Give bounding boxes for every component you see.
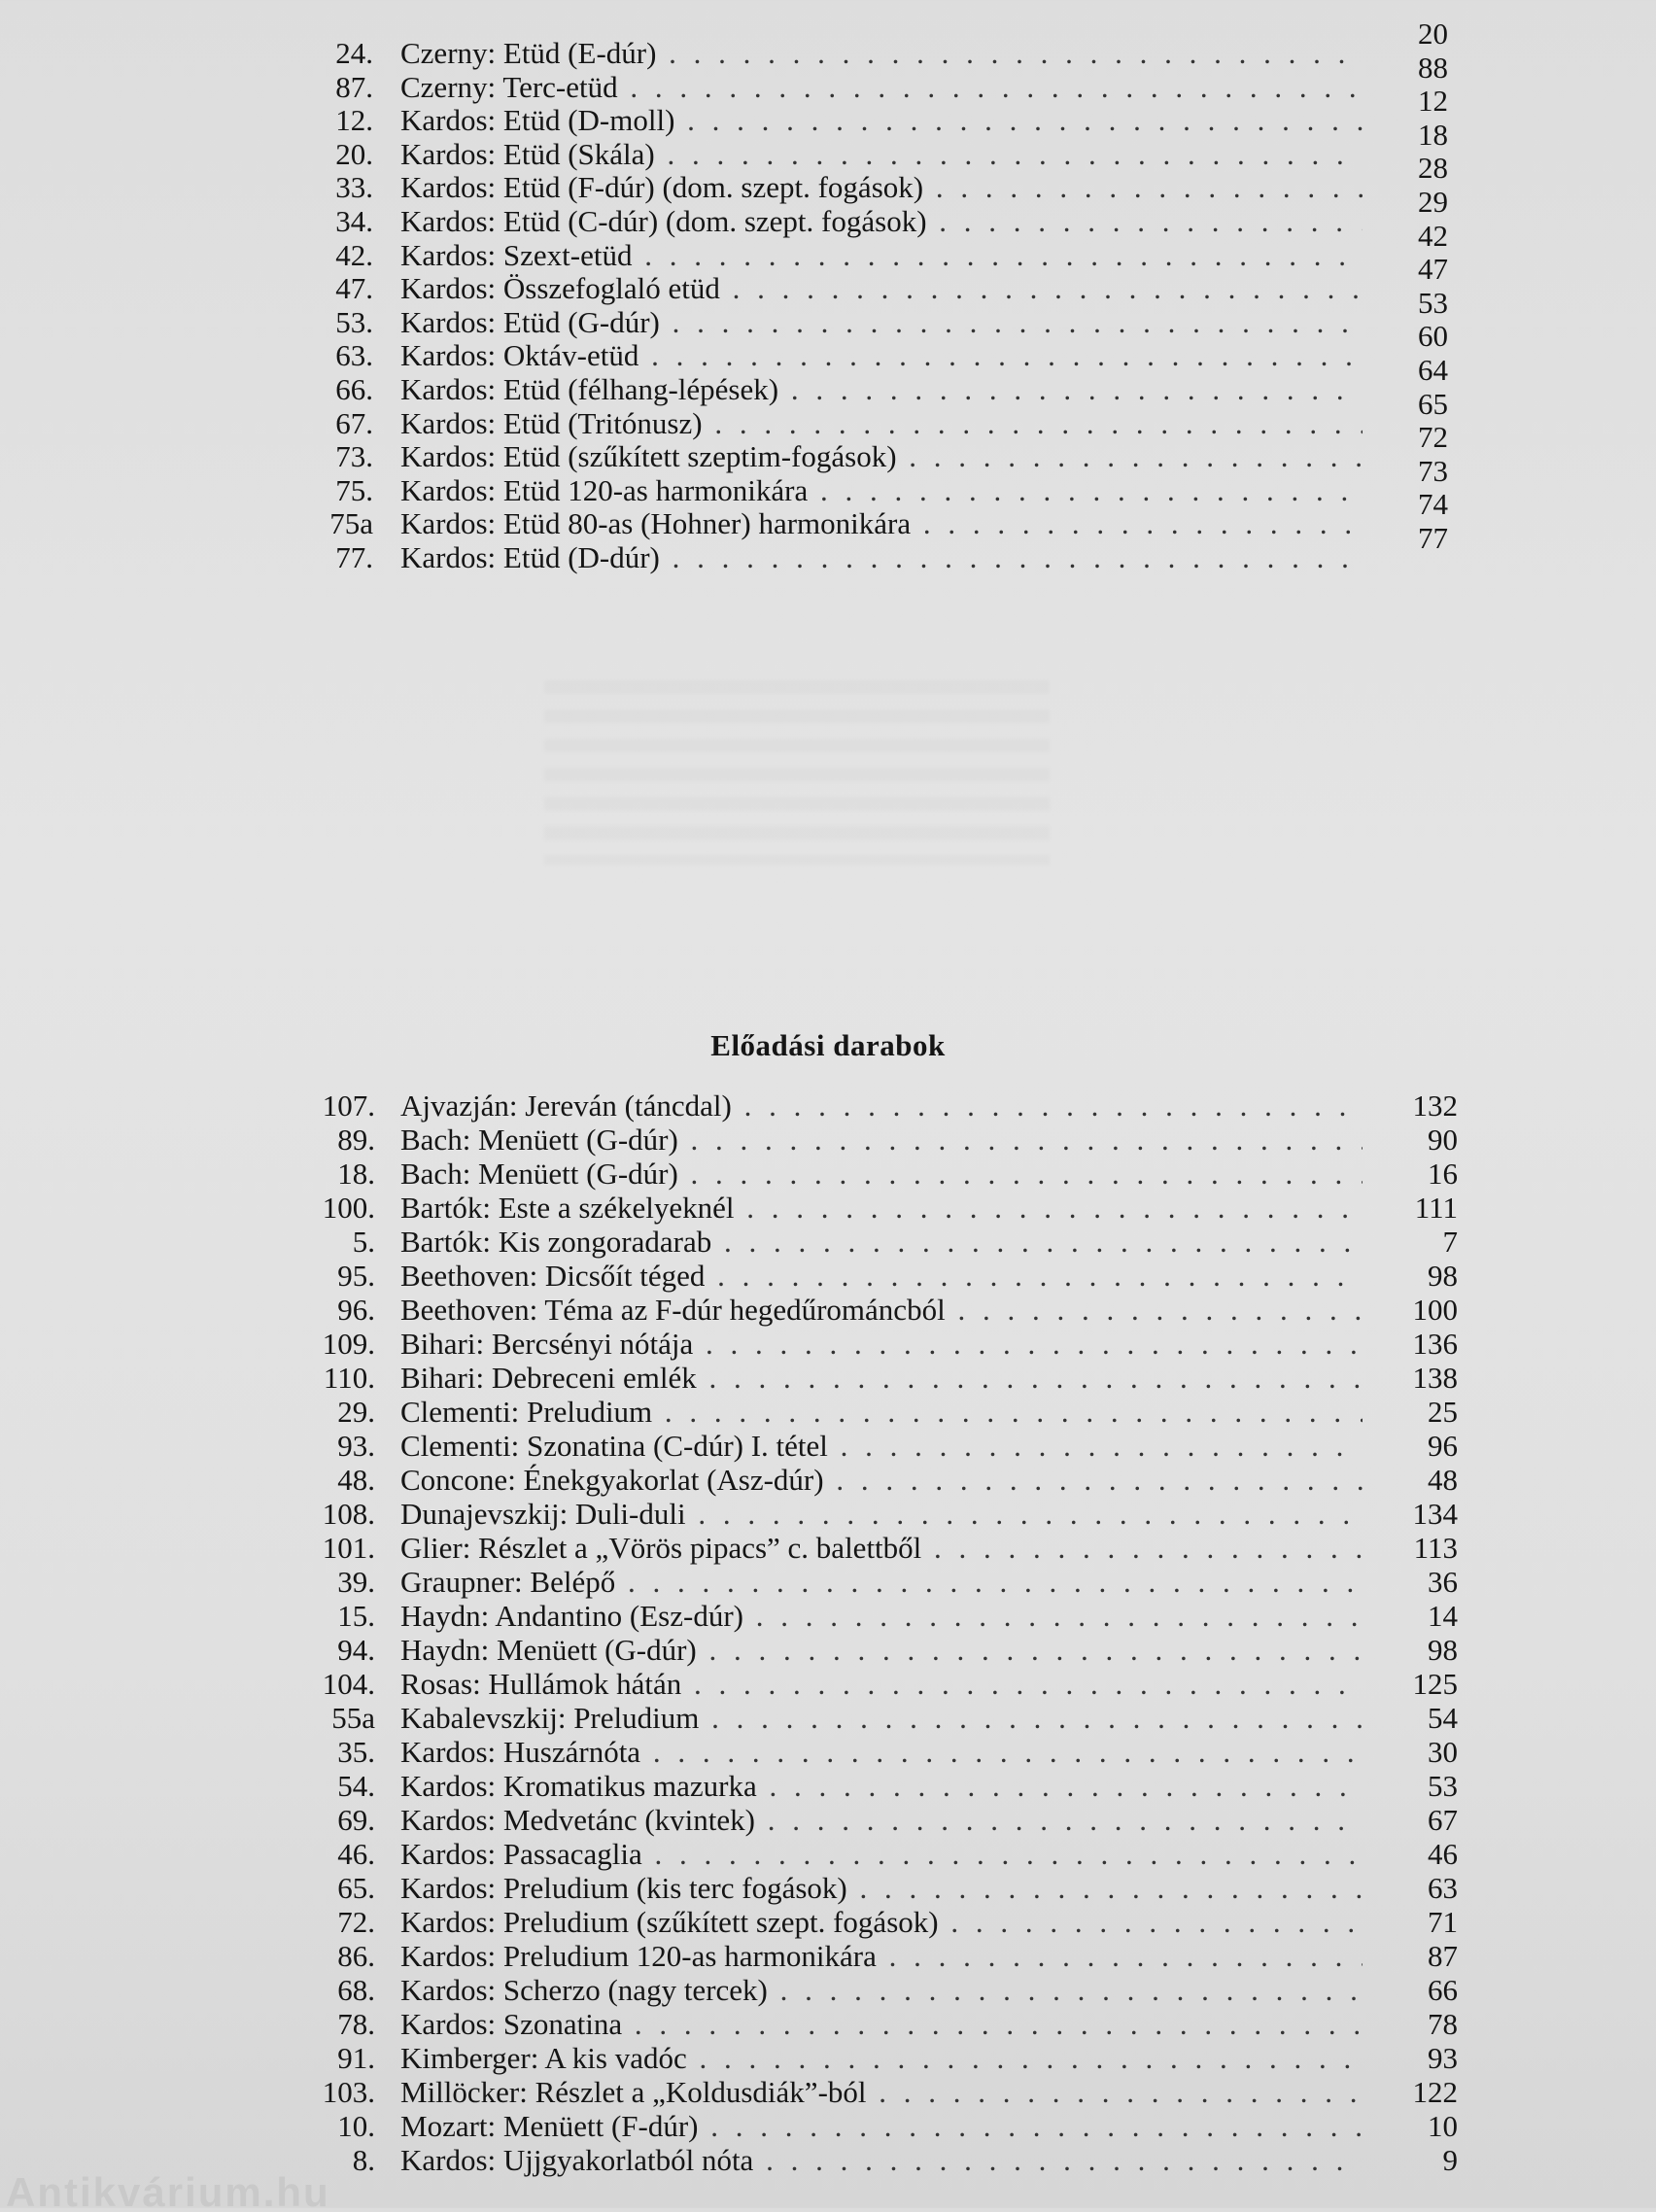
entry-title: Kardos: Etüd 80-as (Hohner) harmonikára . . . [400,507,1363,541]
entry-title: Czerny: Terc-etüd . . . [400,71,1363,105]
entry-number: 15. [337,1599,375,1633]
entry-page-number: 20 [1418,17,1448,51]
entry-number: 54. [337,1769,375,1803]
entry-title: Haydn: Andantino (Esz-dúr) . . . [400,1599,1363,1633]
entry-number: 75a [329,506,373,541]
entry-page-number: 72 [1418,420,1448,455]
entry-title: Bihari: Bercsényi nótája . . . [400,1327,1363,1361]
entry-number: 110. [323,1361,375,1395]
entry-page-number: 18 [1418,117,1448,152]
entry-page-number: 12 [1418,84,1448,119]
entry-number: 89. [337,1123,375,1157]
entry-page-number: 16 [1428,1157,1458,1191]
toc-entry [0,1905,1656,1939]
toc-entry [0,1735,1656,1769]
entry-title: Kardos: Preludium (kis terc fogások) . . . [400,1871,1363,1905]
entry-page-number: 73 [1418,453,1448,488]
entry-number: 12. [335,103,373,138]
entry-number: 109. [322,1327,375,1361]
entry-title: Kardos: Medvetánc (kvintek) . . . [400,1803,1363,1837]
entry-number: 39. [337,1565,375,1599]
entry-number: 34. [335,203,373,238]
toc-entry [0,1701,1656,1735]
entry-page-number: 132 [1412,1089,1458,1123]
toc-entry [0,1939,1656,1973]
toc-entry [0,2109,1656,2143]
toc-entry [0,1803,1656,1837]
entry-title: Kardos: Etüd (F-dúr) (dom. szept. fogások) . . . [400,171,1363,205]
entry-page-number: 63 [1428,1871,1458,1905]
entry-title: Kardos: Scherzo (nagy tercek) . . . [400,1973,1363,2007]
entry-title: Kardos: Etüd (félhang-lépések) . . . [400,373,1363,407]
entry-title: Beethoven: Dicsőít téged . . . [400,1259,1363,1293]
entry-number: 8. [352,2143,375,2177]
entry-page-number: 46 [1428,1837,1458,1871]
entry-title: Kardos: Huszárnóta . . . [400,1735,1363,1769]
entry-number: 10. [337,2109,375,2143]
entry-page-number: 96 [1428,1429,1458,1463]
entry-page-number: 87 [1428,1939,1458,1973]
entry-title: Kardos: Etüd (D-dúr) . . . [400,541,1363,575]
entry-page-number: 28 [1418,151,1448,186]
toc-entry [0,2143,1656,2177]
entry-title: Kabalevszkij: Preludium . . . [400,1701,1363,1735]
toc-entry [0,1497,1656,1531]
entry-page-number: 10 [1428,2109,1458,2143]
entry-title: Kardos: Etüd (Skála) . . . [400,138,1363,172]
entry-number: 103. [322,2075,375,2109]
toc-entry [0,2041,1656,2075]
entry-page-number: 14 [1428,1599,1458,1633]
entry-number: 63. [335,338,373,373]
toc-entry [0,1327,1656,1361]
entry-title: Kardos: Passacaglia . . . [400,1837,1363,1871]
entry-page-number: 42 [1418,218,1448,253]
toc-entry [0,1361,1656,1395]
entry-number: 95. [337,1259,375,1293]
entry-number: 77. [335,539,373,574]
entry-page-number: 88 [1418,50,1448,85]
toc-entry [0,1089,1656,1123]
entry-page-number: 138 [1412,1361,1458,1395]
entry-number: 67. [335,405,373,440]
entry-page-number: 134 [1412,1497,1458,1531]
entry-page-number: 71 [1428,1905,1458,1939]
entry-page-number: 93 [1428,2041,1458,2075]
entry-title: Kardos: Összefoglaló etüd . . . [400,272,1363,306]
entry-page-number: 136 [1412,1327,1458,1361]
entry-page-number: 125 [1412,1667,1458,1701]
toc-entry [0,1565,1656,1599]
entry-page-number: 90 [1428,1123,1458,1157]
entry-number: 78. [337,2007,375,2041]
entry-number: 91. [337,2041,375,2075]
entry-number: 42. [335,237,373,272]
toc-entry [0,1769,1656,1803]
watermark-text: Antikvárium.hu [6,2173,330,2212]
entry-number: 65. [337,1871,375,1905]
toc-entry [0,1973,1656,2007]
section-title: Előadási darabok [710,1028,946,1062]
entry-title: Kardos: Etüd (G-dúr) . . . [400,306,1363,340]
entry-title: Kardos: Preludium 120-as harmonikára . . . [400,1939,1363,1973]
entry-page-number: 100 [1412,1293,1458,1327]
entry-page-number: 54 [1428,1701,1458,1735]
entry-number: 68. [337,1973,375,2007]
entry-title: Kardos: Etüd (D-moll) . . . [400,104,1363,138]
etude-list [0,17,1656,575]
entry-page-number: 60 [1418,319,1448,354]
entry-number: 53. [335,304,373,339]
entry-number: 35. [337,1735,375,1769]
toc-entry [0,1123,1656,1157]
entry-title: Clementi: Preludium . . . [400,1395,1363,1429]
entry-title: Kardos: Szonatina . . . [400,2007,1363,2041]
bleed-through-shadow [544,680,1050,865]
entry-title: Kardos: Oktáv-etüd . . . [400,339,1363,373]
entry-page-number: 29 [1418,184,1448,219]
entry-title: Kardos: Etüd (Tritónusz) . . . [400,407,1363,441]
entry-title: Kardos: Etüd (C-dúr) (dom. szept. fogások) . . . [400,205,1363,239]
entry-page-number: 66 [1428,1973,1458,2007]
entry-title: Concone: Énekgyakorlat (Asz-dúr) . . . [400,1463,1363,1497]
entry-page-number: 98 [1428,1633,1458,1667]
entry-title: Kardos: Etüd (szűkített szeptim-fogások) . . . [400,440,1363,474]
entry-page-number: 98 [1428,1259,1458,1293]
entry-number: 24. [335,36,373,70]
toc-entry [0,1837,1656,1871]
entry-title: Ajvazján: Jereván (táncdal) . . . [400,1089,1363,1123]
toc-entry [0,1259,1656,1293]
entry-page-number: 47 [1418,252,1448,287]
entry-number: 47. [335,271,373,306]
entry-page-number: 78 [1428,2007,1458,2041]
entry-title: Dunajevszkij: Duli-duli . . . [400,1497,1363,1531]
entry-number: 94. [337,1633,375,1667]
entry-title: Bach: Menüett (G-dúr) . . . [400,1157,1363,1191]
toc-entry [0,1531,1656,1565]
entry-number: 108. [322,1497,375,1531]
entry-title: Bihari: Debreceni emlék . . . [400,1361,1363,1395]
entry-number: 66. [335,371,373,406]
entry-title: Kardos: Preludium (szűkített szept. fogások) . . . [400,1905,1363,1939]
toc-entry [0,1599,1656,1633]
entry-page-number: 48 [1428,1463,1458,1497]
entry-page-number: 74 [1418,487,1448,522]
entry-title: Glier: Részlet a „Vörös pipacs” c. balettből . . . [400,1531,1363,1565]
entry-page-number: 30 [1428,1735,1458,1769]
entry-title: Kardos: Etüd 120-as harmonikára . . . [400,474,1363,508]
entry-page-number: 64 [1418,352,1448,387]
entry-title: Bartók: Este a székelyeknél . . . [400,1191,1363,1225]
entry-number: 86. [337,1939,375,1973]
entry-number: 46. [337,1837,375,1871]
entry-title: Kardos: Szext-etüd . . . [400,239,1363,273]
entry-number: 96. [337,1293,375,1327]
toc-entry [0,1157,1656,1191]
entry-page-number: 111 [1414,1191,1458,1225]
entry-page-number: 53 [1418,285,1448,320]
toc-entry [0,2007,1656,2041]
toc-entry [0,1395,1656,1429]
entry-title: Mozart: Menüett (F-dúr) . . . [400,2109,1363,2143]
entry-page-number: 25 [1428,1395,1458,1429]
entry-number: 75. [335,472,373,507]
entry-number: 33. [335,170,373,205]
entry-number: 107. [322,1089,375,1123]
entry-page-number: 53 [1428,1769,1458,1803]
toc-entry [0,1293,1656,1327]
toc-entry [0,1429,1656,1463]
entry-page-number: 65 [1418,386,1448,421]
entry-page-number: 7 [1442,1225,1458,1259]
entry-title: Beethoven: Téma az F-dúr hegedűrománcból . . . [400,1293,1363,1327]
entry-number: 48. [337,1463,375,1497]
entry-number: 104. [322,1667,375,1701]
entry-number: 29. [337,1395,375,1429]
entry-number: 55a [331,1701,375,1735]
toc-entry [0,1667,1656,1701]
entry-page-number: 122 [1412,2075,1458,2109]
entry-number: 20. [335,136,373,171]
toc-entry [0,1225,1656,1259]
entry-number: 72. [337,1905,375,1939]
toc-entry [0,1633,1656,1667]
entry-page-number: 67 [1428,1803,1458,1837]
entry-number: 69. [337,1803,375,1837]
entry-number: 73. [335,439,373,474]
toc-entry [0,1191,1656,1225]
toc-entry [0,2075,1656,2109]
entry-page-number: 77 [1418,520,1448,555]
entry-title: Rosas: Hullámok hátán . . . [400,1667,1363,1701]
entry-page-number: 9 [1442,2143,1458,2177]
entry-title: Kimberger: A kis vadóc . . . [400,2041,1363,2075]
entry-title: Kardos: Kromatikus mazurka . . . [400,1769,1363,1803]
entry-number: 101. [322,1531,375,1565]
toc-entry [0,1463,1656,1497]
entry-title: Bartók: Kis zongoradarab . . . [400,1225,1363,1259]
entry-number: 18. [337,1157,375,1191]
entry-title: Graupner: Belépő . . . [400,1565,1363,1599]
entry-title: Clementi: Szonatina (C-dúr) I. tétel . . . [400,1429,1363,1463]
toc-entry [0,1871,1656,1905]
entry-number: 5. [352,1225,375,1259]
entry-number: 87. [335,69,373,104]
entry-page-number: 113 [1413,1531,1458,1565]
entry-title: Haydn: Menüett (G-dúr) . . . [400,1633,1363,1667]
pieces-list [0,1089,1656,2177]
entry-title: Bach: Menüett (G-dúr) . . . [400,1123,1363,1157]
entry-title: Kardos: Ujjgyakorlatból nóta . . . [400,2143,1363,2177]
entry-number: 93. [337,1429,375,1463]
entry-number: 100. [322,1191,375,1225]
entry-title: Czerny: Etüd (E-dúr) . . . [400,37,1363,71]
entry-page-number: 36 [1428,1565,1458,1599]
entry-title: Millöcker: Részlet a „Koldusdiák”-ból . . . [400,2075,1363,2109]
